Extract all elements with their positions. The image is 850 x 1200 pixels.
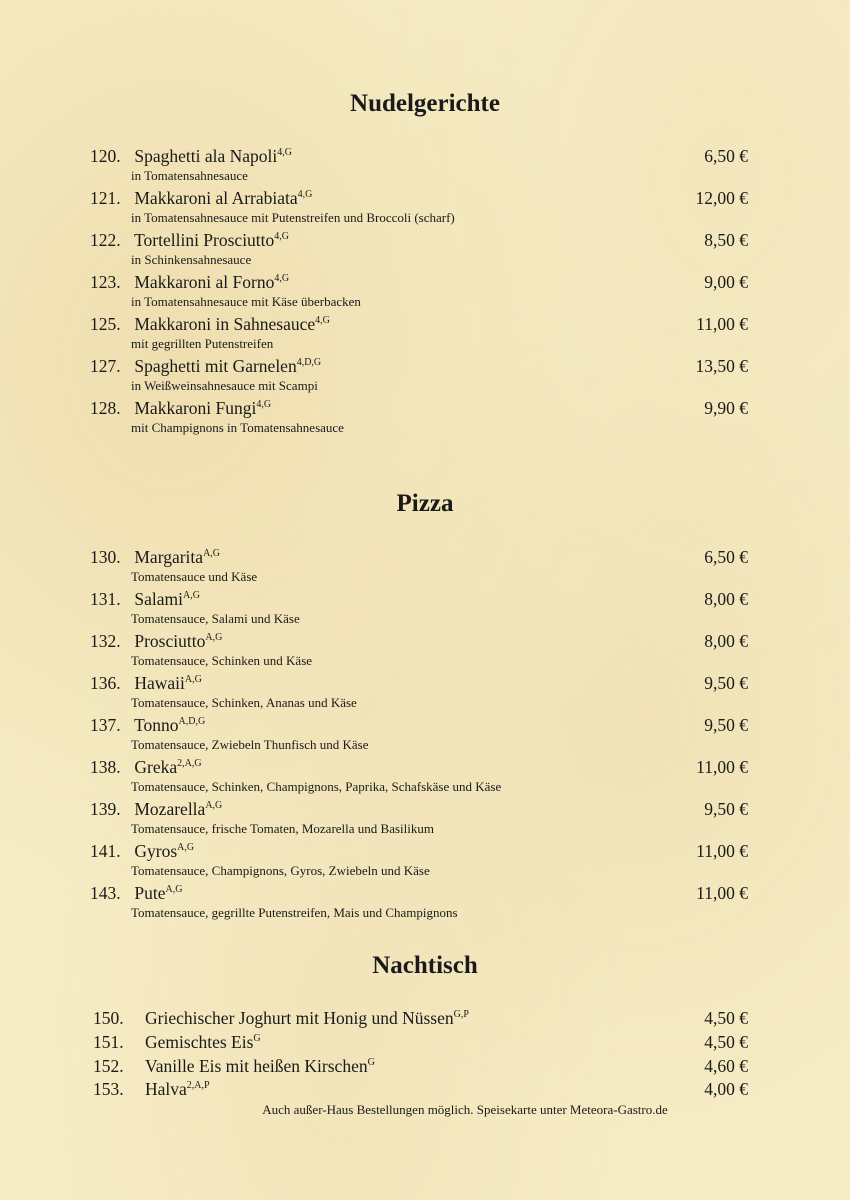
item-name: Greka$^{2,A,G}$ [134,757,202,777]
item-number: 127. [90,356,121,376]
menu-item [90,187,750,226]
item-name: Gemischtes Eis$^G$ [145,1032,261,1052]
item-price: 11,00 € [696,314,748,334]
item-name: Makkaroni al Forno$^{4,G}$ [134,272,290,292]
allergen-codes: A,G [184,674,202,685]
allergen-codes: G [367,1057,375,1068]
item-price: 11,00 € [696,883,748,903]
item-number: 153. [93,1079,124,1099]
item-description: mit gegrillten Putenstreifen [131,336,274,351]
item-price: 9,00 € [704,272,748,292]
allergen-codes: A,D,G [178,716,206,727]
menu-item [90,588,750,627]
item-description: in Tomatensahnesauce mit Putenstreifen und Broccoli (scharf) [131,210,455,225]
item-description: in Schinkensahnesauce [131,252,252,267]
item-description: in Tomatensahnesauce [131,168,248,183]
item-description: Tomatensauce, Zwiebeln Thunfisch und Käse [131,737,369,752]
item-description: Tomatensauce, Champignons, Gyros, Zwiebeln und Käse [131,863,430,878]
item-number: 137. [90,715,121,735]
item-name: Halva$^{2,A,P}$ [145,1079,210,1099]
item-description: Tomatensauce, Schinken, Champignons, Paprika, Schafskäse und Käse [131,779,502,794]
item-price: 11,00 € [696,757,748,777]
item-price: 4,50 € [704,1032,748,1052]
item-price: 4,50 € [704,1008,748,1028]
item-name: Salami$^{A,G}$ [134,589,200,609]
item-number: 151. [93,1032,124,1052]
footer-note: Auch außer-Haus Bestellungen möglich. Speisekarte unter Meteora-Gastro.de [262,1102,668,1117]
item-number: 120. [90,146,121,166]
allergen-codes: A,G [205,632,223,643]
menu-item [90,546,750,585]
item-description: mit Champignons in Tomatensahnesauce [131,420,344,435]
item-name: Spaghetti mit Garnelen$^{4,D,G}$ [134,356,322,376]
section-title-pizza: Pizza [396,490,454,517]
item-price: 6,50 € [704,547,748,567]
allergen-codes: G [253,1033,261,1044]
item-name: Hawaii$^{A,G}$ [134,673,202,693]
menu-item [90,798,750,837]
item-number: 150. [93,1008,124,1028]
allergen-codes: 4,G [274,273,290,284]
item-name: Pute$^{A,G}$ [134,883,183,903]
item-price: 8,00 € [704,589,748,609]
item-price: 4,60 € [704,1056,748,1076]
item-number: 152. [93,1056,124,1076]
item-name: Gyros$^{A,G}$ [134,841,195,861]
item-name: Margarita$^{A,G}$ [134,547,221,567]
menu-item [90,630,750,669]
item-description: Tomatensauce, Schinken, Ananas und Käse [131,695,357,710]
allergen-codes: A,G [177,842,195,853]
item-number: 132. [90,631,121,651]
item-name: Prosciutto$^{A,G}$ [134,631,223,651]
item-number: 138. [90,757,121,777]
menu-item [93,1007,750,1029]
item-name: Makkaroni Fungi$^{4,G}$ [134,398,272,418]
menu-item [90,397,750,436]
item-number: 123. [90,272,121,292]
item-name: Spaghetti ala Napoli$^{4,G}$ [134,146,292,166]
item-price: 11,00 € [696,841,748,861]
item-price: 9,50 € [704,715,748,735]
item-name: Mozarella$^{A,G}$ [134,799,223,819]
allergen-codes: 2,A,G [177,758,202,769]
item-number: 143. [90,883,121,903]
item-price: 8,50 € [704,230,748,250]
item-price: 13,50 € [695,356,748,376]
item-number: 131. [90,589,121,609]
menu-item [90,313,750,352]
allergen-codes: A,G [205,800,223,811]
item-price: 9,50 € [704,799,748,819]
allergen-codes: 4,G [315,315,330,326]
section-title-pasta: Nudelgerichte [350,90,500,117]
item-number: 122. [90,230,121,250]
menu-item [93,1031,750,1053]
allergen-codes: 4,G [277,147,292,158]
menu-item [93,1078,750,1100]
item-number: 125. [90,314,121,334]
item-price: 12,00 € [695,188,748,208]
item-name: Makkaroni in Sahnesauce$^{4,G}$ [134,314,330,334]
allergen-codes: 4,G [274,231,290,242]
item-price: 9,90 € [704,398,748,418]
item-description: in Tomatensahnesauce mit Käse überbacken [131,294,361,309]
menu-item [90,882,750,921]
item-price: 4,00 € [704,1079,748,1099]
menu-item [93,1055,750,1077]
item-price: 6,50 € [704,146,748,166]
menu-item [90,355,750,394]
item-price: 8,00 € [704,631,748,651]
item-name: Tortellini Prosciutto$^{4,G}$ [134,230,290,250]
menu-item [90,672,750,711]
item-description: Tomatensauce und Käse [131,569,258,584]
menu-item [90,756,750,795]
item-description: Tomatensauce, frische Tomaten, Mozarella und Basilikum [131,821,434,836]
menu-item [90,271,750,310]
section-title-dessert: Nachtisch [372,952,478,979]
allergen-codes: G,P [453,1009,469,1020]
allergen-codes: 4,G [297,189,313,200]
item-description: Tomatensauce, gegrillte Putenstreifen, Mais und Champignons [131,905,458,920]
menu-item [90,145,750,184]
allergen-codes: 4,G [256,399,272,410]
item-name: Makkaroni al Arrabiata$^{4,G}$ [134,188,313,208]
item-number: 139. [90,799,121,819]
item-number: 121. [90,188,121,208]
item-number: 141. [90,841,121,861]
item-description: Tomatensauce, Schinken und Käse [131,653,313,668]
allergen-codes: A,G [165,884,183,895]
item-name: Tonno$^{A,D,G}$ [134,715,206,735]
allergen-codes: 2,A,P [186,1080,210,1091]
menu-item [90,840,750,879]
allergen-codes: A,G [182,590,200,601]
item-description: in Weißweinsahnesauce mit Scampi [131,378,318,393]
item-number: 136. [90,673,121,693]
allergen-codes: A,G [203,548,221,559]
menu-item [90,714,750,753]
item-name: Griechischer Joghurt mit Honig und Nüssen$^{G,P}$ [145,1008,469,1028]
menu-item [90,229,750,268]
item-name: Vanille Eis mit heißen Kirschen$^G$ [145,1056,375,1076]
allergen-codes: 4,D,G [296,357,322,368]
item-price: 9,50 € [704,673,748,693]
item-number: 128. [90,398,121,418]
item-description: Tomatensauce, Salami und Käse [131,611,300,626]
item-number: 130. [90,547,121,567]
